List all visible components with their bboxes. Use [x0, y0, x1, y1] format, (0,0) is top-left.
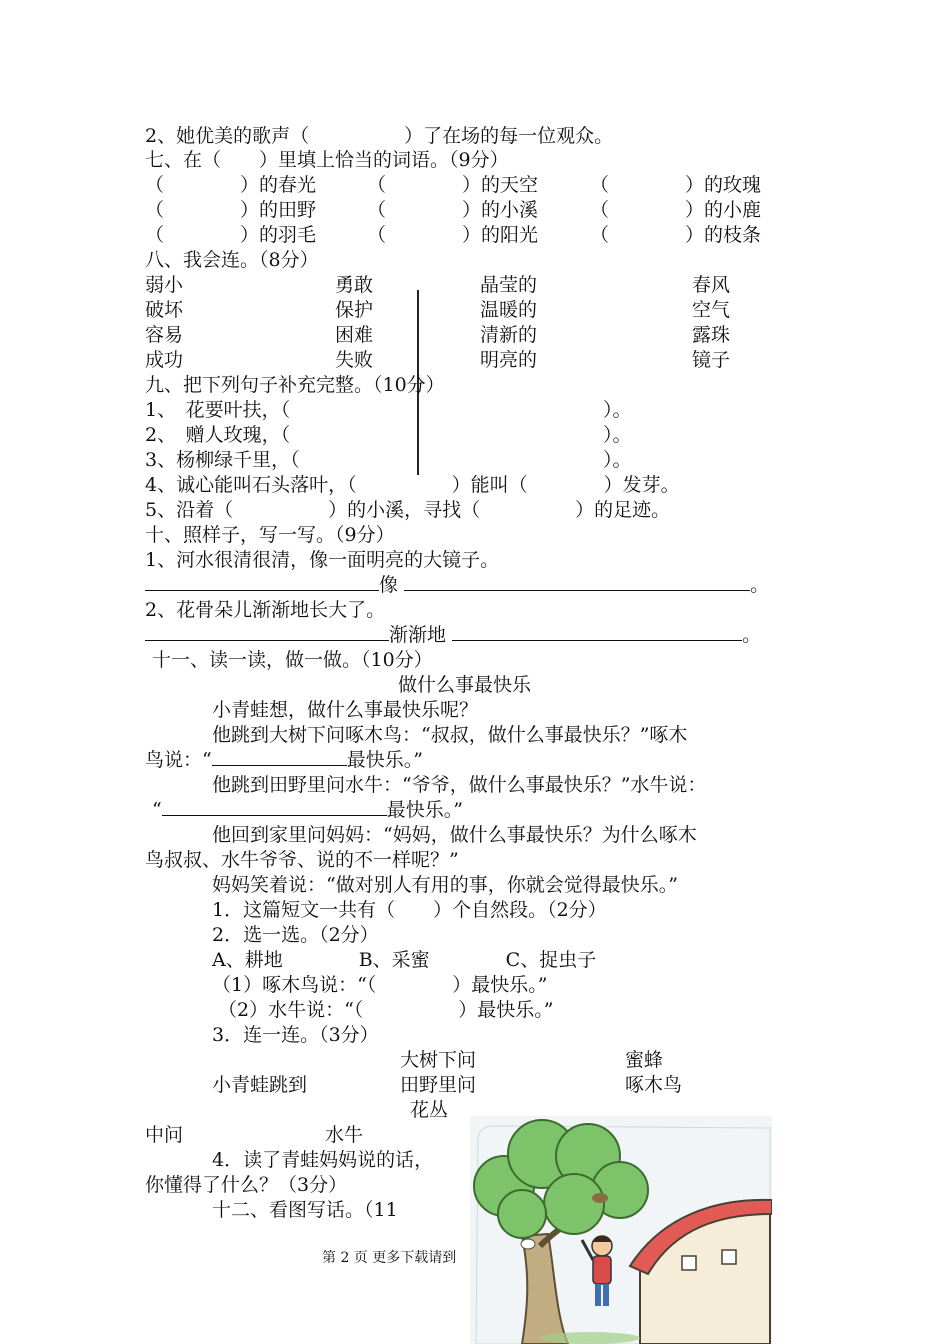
- q8-word: 镜子: [692, 349, 731, 371]
- story-title: 做什么事最快乐: [398, 674, 532, 696]
- q10-word: 渐渐地: [389, 624, 447, 646]
- q8-word: 困难: [335, 324, 374, 346]
- q9-item-2-end: ）。: [603, 424, 632, 446]
- q9-item-4: 4、诚心能叫石头落叶，（ ）能叫（ ）发芽。: [145, 474, 680, 496]
- story-text: 鸟说：“: [145, 749, 212, 771]
- sub-question-4-cont: 你懂得了什么？（3分）: [145, 1174, 348, 1196]
- answer-blank[interactable]: [145, 574, 379, 591]
- q7-cell: （ ）的羽毛: [145, 224, 317, 246]
- q10-example-2: 2、花骨朵儿渐渐地长大了。: [145, 599, 386, 621]
- q11-title: 十一、读一读，做一做。（10分）: [152, 649, 433, 671]
- match-place: 大树下问: [400, 1049, 477, 1071]
- story-paragraph: 他跳到田野里问水牛：“爷爷，做什么事最快乐？”水牛说：: [212, 774, 707, 796]
- sub-question-2: 2．选一选。（2分）: [212, 924, 379, 946]
- match-animal: 水牛: [325, 1124, 364, 1146]
- sub-question-4: 4．读了青蛙妈妈说的话，: [212, 1149, 434, 1171]
- answer-blank[interactable]: [404, 574, 750, 591]
- story-text: 最快乐。”: [346, 749, 423, 771]
- answer-blank[interactable]: [452, 624, 742, 641]
- q8-word: 温暖的: [480, 299, 538, 321]
- match-place: 花丛: [410, 1099, 449, 1121]
- q10-word: 像: [379, 574, 399, 596]
- q9-title: 九、把下列句子补充完整。（10分）: [145, 374, 445, 396]
- q9-item-3-end: ）。: [603, 449, 632, 471]
- q8-word: 弱小: [145, 274, 184, 296]
- q10-example-1: 1、河水很清很清，像一面明亮的大镜子。: [145, 549, 500, 571]
- q8-word: 勇敢: [335, 274, 374, 296]
- match-place-tail: 中问: [145, 1124, 184, 1146]
- q7-cell: （ ）的小鹿: [590, 199, 762, 221]
- q8-word: 春风: [692, 274, 731, 296]
- story-text: “: [152, 799, 162, 821]
- period: 。: [742, 624, 762, 646]
- q8-title: 八、我会连。（8分）: [145, 249, 319, 271]
- q8-word: 失败: [335, 349, 374, 371]
- period: 。: [750, 574, 770, 596]
- story-paragraph: 鸟叔叔、水牛爷爷、说的不一样呢？”: [145, 849, 459, 871]
- story-paragraph: 他跳到大树下问啄木鸟：“叔叔，做什么事最快乐？”啄木: [212, 724, 688, 746]
- q8-word: 保护: [335, 299, 374, 321]
- match-place: 田野里问: [400, 1074, 477, 1096]
- q6-item-2: 2、她优美的歌声（ ）了在场的每一位观众。: [145, 125, 614, 147]
- q8-word: 破坏: [145, 299, 184, 321]
- q7-cell: （ ）的玫瑰: [590, 174, 762, 196]
- sub-question-1: 1．这篇短文一共有（ ）个自然段。（2分）: [212, 899, 607, 921]
- answer-blank[interactable]: [162, 799, 387, 816]
- q12-title: 十二、看图写话。（11: [212, 1199, 398, 1221]
- choice-item-2: （2）水牛说：“（ ）最快乐。”: [218, 999, 554, 1021]
- page-footer: 第 2 页 更多下载请到: [322, 1250, 457, 1266]
- story-paragraph: 妈妈笑着说：“做对别人有用的事，你就会觉得最快乐。”: [212, 874, 678, 896]
- q7-cell: （ ）的小溪: [367, 199, 539, 221]
- q7-cell: （ ）的天空: [367, 174, 539, 196]
- q7-cell: （ ）的春光: [145, 174, 317, 196]
- q10-answer-2: [145, 623, 761, 647]
- story-paragraph: 他回到家里问妈妈：“妈妈，做什么事最快乐？为什么啄木: [212, 824, 697, 846]
- q9-item-1: 1、 花要叶扶，（: [145, 399, 291, 421]
- q8-word: 晶莹的: [480, 274, 538, 296]
- answer-blank[interactable]: [145, 624, 389, 641]
- q7-cell: （ ）的枝条: [590, 224, 762, 246]
- q7-title: 七、在（ ）里填上恰当的词语。（9分）: [145, 149, 509, 171]
- illustration-tree-house: [470, 1116, 772, 1344]
- q8-word: 露珠: [692, 324, 731, 346]
- q8-word: 容易: [145, 324, 184, 346]
- q8-word: 清新的: [480, 324, 538, 346]
- q8-word: 成功: [145, 349, 184, 371]
- q9-item-5: 5、沿着（ ）的小溪，寻找（ ）的足迹。: [145, 499, 671, 521]
- q8-word: 空气: [692, 299, 731, 321]
- story-paragraph: [152, 798, 463, 822]
- story-paragraph: 小青蛙想，做什么事最快乐呢？: [212, 699, 479, 721]
- q10-answer-1: [145, 573, 769, 597]
- q8-word: 明亮的: [480, 349, 538, 371]
- match-animal: 啄木鸟: [625, 1074, 683, 1096]
- q7-cell: （ ）的阳光: [367, 224, 539, 246]
- story-paragraph: [145, 748, 423, 772]
- choice-item-1: （1）啄木鸟说：“（ ）最快乐。”: [212, 974, 548, 996]
- q10-title: 十、照样子，写一写。（9分）: [145, 524, 395, 546]
- story-text: 最快乐。”: [386, 799, 463, 821]
- q9-item-1-end: ）。: [603, 399, 632, 421]
- match-subject: 小青蛙跳到: [212, 1074, 308, 1096]
- q9-item-3: 3、杨柳绿千里，（: [145, 449, 300, 471]
- q9-item-2: 2、 赠人玫瑰，（: [145, 424, 291, 446]
- choice-options: A、耕地 B、采蜜 C、捉虫子: [212, 949, 597, 971]
- sub-question-3: 3．连一连。（3分）: [212, 1024, 379, 1046]
- answer-blank[interactable]: [212, 749, 347, 766]
- match-animal: 蜜蜂: [625, 1049, 664, 1071]
- q7-cell: （ ）的田野: [145, 199, 317, 221]
